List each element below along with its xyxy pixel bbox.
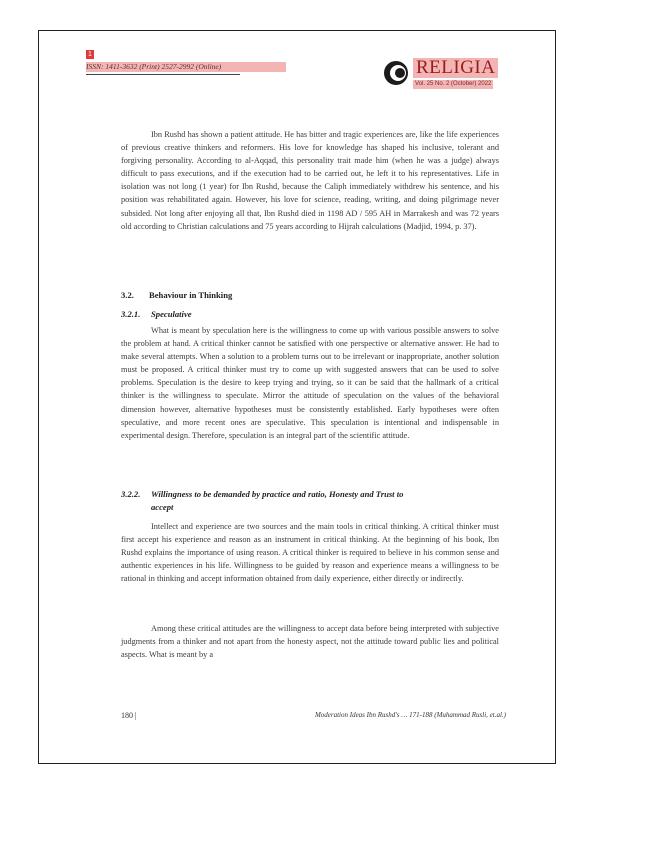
- section-heading-3-2: [121, 290, 232, 300]
- header-rule: [86, 74, 240, 75]
- subsection-number: 3.2.1.: [121, 309, 141, 319]
- section-number: 3.2.: [121, 290, 134, 300]
- subsection-heading-3-2-1: [121, 308, 499, 321]
- volume-info: Vol. 25 No. 2 (October) 2022: [415, 81, 492, 87]
- paragraph-ibn-rushd: Ibn Rushd has shown a patient attitude. He has bitter and tragic experiences are, like the life experiences of previous creative thinkers and reformers. His love for knowledge has shaped his inclusive, tolerant and forgiving personality. According to al-Aqqad, this personality trait made him (when he was a judge) always difficult to pass executions, and if the execution had to be carried out, he left it to his representatives. Life in isolation was not long (1 year) for Ibn Rushd, because the Caliph immediately withdrew his sentence, and his position was rehabilitated again. However, his love for science, reading, writing, and doing pilgrimage never subsided. Not long after enjoying all that, Ibn Rushd died in 1198 AD / 595 AH in Marrakesh and was 72 years old according to Christian calculations and 75 years according to Hijrah calculations (Madjid, 1994, p. 37).: [121, 130, 499, 231]
- issn-line: ISSN: 1411-3632 (Print) 2527-2992 (Online): [86, 62, 286, 72]
- page-number: 180 |: [121, 711, 137, 720]
- journal-logo: [383, 58, 499, 94]
- subsection-title-continued: accept: [151, 502, 174, 512]
- paragraph-speculation: What is meant by speculation here is the willingness to come up with various possible answers to solve the problem at hand. A critical thinker cannot be satisfied with one perspective or alternative answer. He had to make several attempts. When a solution to a problem turns out to be irrelevant or inappropriate, another solution must be proposed. A critical thinker must try to come up with suggested answers that can be used to solve problems. Speculation is the desire to keep trying and trying, so it can be said that the hallmark of a critical thinker is the willingness to speculate. Mirror the attitude of speculation on the values of the behavioral dimension however, alternative hypotheses must be consistently established. Early hypotheses were often speculative, and more recent ones are speculative. This speculation is intentional and indispensable in experimental design. Therefore, speculation is an integral part of the scientific attitude.: [121, 326, 499, 440]
- paragraph-critical-attitudes: Among these critical attitudes are the willingness to accept data before being interpreted with subjective judgments from a thinker and not apart from the honesty aspect, not the attitude toward public lies and political aspects. What is meant by a: [121, 624, 499, 660]
- subsection-heading-3-2-2: [121, 488, 499, 514]
- running-footer-citation: Moderation Ideas Ibn Rushd's … 171-188 (Muhammad Rusli, et.al.): [314, 711, 506, 719]
- annotation-badge[interactable]: 1: [86, 50, 94, 59]
- logo-mark-icon: [383, 60, 409, 86]
- logo-wordmark: RELIGIA: [413, 58, 498, 78]
- subsection-title: Speculative: [151, 309, 192, 319]
- subsection-number: 3.2.2.: [121, 489, 141, 499]
- paragraph-intellect: Intellect and experience are two sources and the main tools in critical thinking. A critical thinker must first accept his experience and reason as an instrument in critical thinking. At the beginning of his book, Ibn Rushd explains the importance of using reason. A critical thinker is required to believe in his common sense and authentic experiences in his life. Willingness to be guided by reason and experience means a willingness to be rational in thinking and accept information obtained from daily experience, either directly or indirectly.: [121, 522, 499, 584]
- section-title: Behaviour in Thinking: [149, 290, 233, 300]
- subsection-title: Willingness to be demanded by practice and ratio, Honesty and Trust to: [151, 489, 404, 499]
